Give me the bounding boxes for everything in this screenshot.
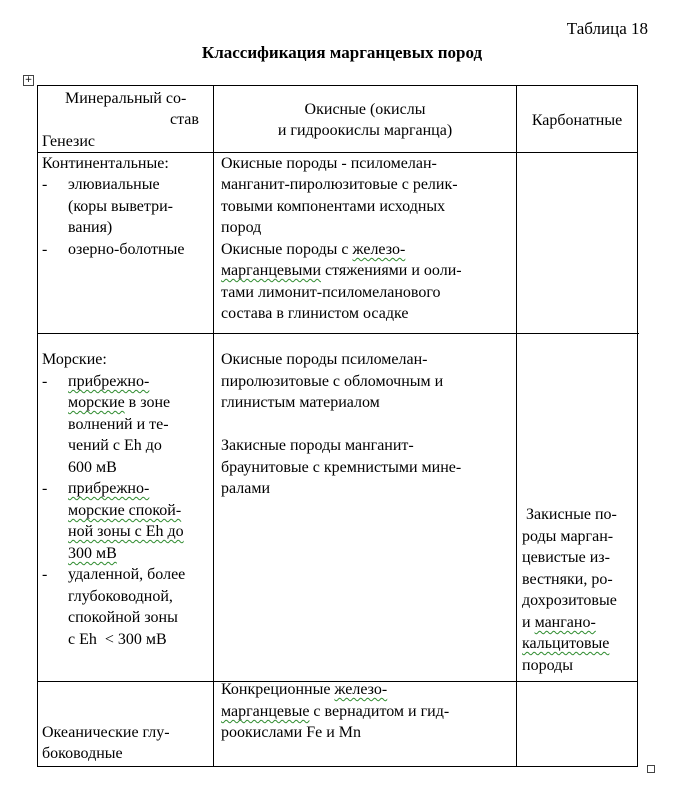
classification-table xyxy=(37,85,638,767)
row1-bullet-item: - элювиальные xyxy=(42,176,160,193)
row1-oxide-line: пород xyxy=(221,219,262,236)
row2-oxide-line: глинистым материалом xyxy=(221,394,380,411)
row2-item-line: глубоководной, xyxy=(68,588,173,605)
row2-bullet-item: - прибрежно- xyxy=(42,373,150,390)
row2-item-line: ной зоны с Eh до xyxy=(68,523,184,540)
header-carbonate: Карбонатные xyxy=(531,112,623,129)
row2-item-line: морские в зоне xyxy=(68,394,171,411)
table-title: Классификация марганцевых пород xyxy=(201,43,483,62)
table-resize-handle-icon[interactable] xyxy=(647,765,655,773)
row2-oxide-line: Окисные породы псиломелан- xyxy=(221,351,428,368)
row2-item-line: морские спокой- xyxy=(68,502,182,519)
carbonate-line: кальцитовые xyxy=(522,635,610,652)
header-oxide-line1: Окисные (окислы xyxy=(304,101,426,118)
row1-item-line: (коры выветри- xyxy=(68,198,173,215)
col-divider-1 xyxy=(213,86,214,766)
carbonate-line: вестняки, ро- xyxy=(522,571,613,588)
carbonate-line: и мангано- xyxy=(522,614,596,631)
row1-divider xyxy=(38,333,639,334)
row1-oxide-line: товыми компонентами исходных xyxy=(221,198,446,215)
row3-genesis-line: боководные xyxy=(42,745,123,762)
row2-oxide-line: пиролюзитовые с обломочным и xyxy=(221,373,444,390)
row2-item-line: 300 мВ xyxy=(68,545,117,562)
row2-bullet-item: - удаленной, более xyxy=(42,566,186,583)
row2-item-line: чений с Eh до xyxy=(68,437,162,454)
row2-item-line: 600 мВ xyxy=(68,459,117,476)
header-diag-line1: Минеральный со- xyxy=(65,90,187,107)
row2-item-line: волнений и те- xyxy=(68,416,169,433)
carbonate-line: роды марган- xyxy=(522,528,614,545)
row2-divider-left xyxy=(38,681,213,682)
table-number: Таблица 18 xyxy=(566,19,648,38)
row1-oxide-line: марганцевыми стяжениями и ооли- xyxy=(221,262,462,279)
row2-item-line: с Eh < 300 мВ xyxy=(68,631,167,648)
header-oxide-line2: и гидроокислы марганца) xyxy=(277,122,453,139)
row2-genesis-title: Морские: xyxy=(42,351,107,368)
row2-bullet-item: - прибрежно- xyxy=(42,480,150,497)
header-diag-line2: став xyxy=(170,111,199,128)
row3-oxide-line: марганцевые с вернадитом и гид- xyxy=(221,703,450,720)
row1-genesis-title: Континентальные: xyxy=(42,155,169,172)
row3-oxide-line: роокислами Fe и Mn xyxy=(221,724,361,741)
row1-oxide-line: Окисные породы с железо- xyxy=(221,241,406,258)
table-move-handle-icon[interactable]: + xyxy=(24,75,33,85)
col-divider-2 xyxy=(516,86,517,766)
carbonate-line: Закисные по- xyxy=(522,506,617,523)
row1-bullet-item: - озерно-болотные xyxy=(42,241,185,258)
row2-oxide-line: ралами xyxy=(221,480,271,497)
carbonate-line: цевистые из- xyxy=(522,549,610,566)
row1-oxide-line: манганит-пиролюзитовые с релик- xyxy=(221,176,458,193)
row1-item-line: вания) xyxy=(68,219,113,236)
header-genesis: Генезис xyxy=(42,133,95,150)
carbonate-line: породы xyxy=(522,657,573,674)
row2-oxide-line: браунитовые с кремнистыми мине- xyxy=(221,459,462,476)
row3-oxide-line: Конкреционные железо- xyxy=(221,681,388,698)
row2-divider-right xyxy=(516,681,637,682)
row1-oxide-line: состава в глинистом осадке xyxy=(221,305,409,322)
row2-item-line: спокойной зоны xyxy=(68,609,178,626)
row3-genesis-line: Океанические глу- xyxy=(42,724,170,741)
row1-oxide-line: тами лимонит-псиломеланового xyxy=(221,284,441,301)
carbonate-line: дохрозитовые xyxy=(522,592,617,609)
row1-oxide-line: Окисные породы - псиломелан- xyxy=(221,155,437,172)
row2-oxide-line: Закисные породы манганит- xyxy=(221,437,414,454)
